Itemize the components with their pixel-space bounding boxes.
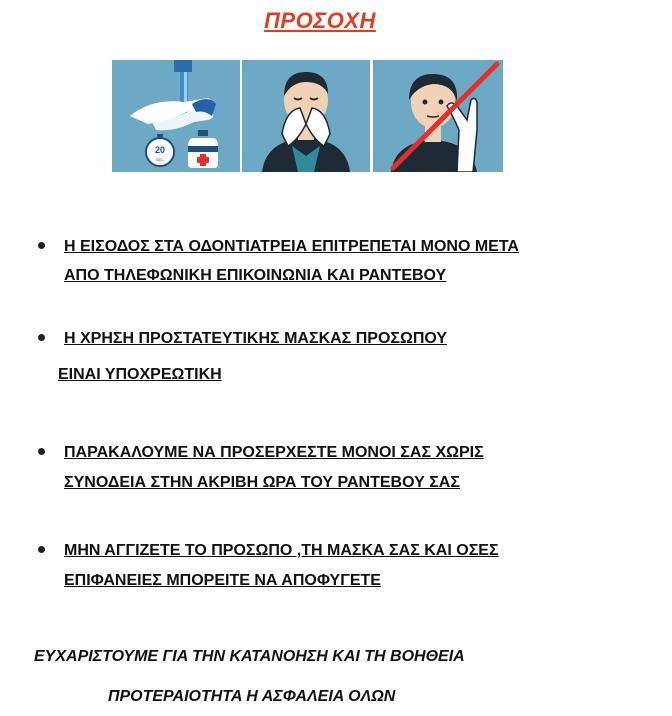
page-title: ΠΡΟΣΟΧΗ <box>264 8 376 33</box>
rule-4-line-1: ΜΗΝ ΑΓΓΙΖΕΤΕ ΤΟ ΠΡΟΣΩΠΟ ,ΤΗ ΜΑΣΚΑ ΣΑΣ ΚΑΙ ΟΣΕΣ <box>64 542 499 559</box>
bullet-dot <box>38 242 45 249</box>
bullet-dot <box>38 448 45 455</box>
timer-number: 20 <box>154 145 166 155</box>
rule-3-line-2: ΣΥΝΟΔΕΙΑ ΣΤΗΝ ΑΚΡΙΒΗ ΩΡΑ ΤΟΥ ΡΑΝΤΕΒΟΥ ΣΑΣ <box>64 474 460 491</box>
bullet-dot <box>38 546 45 553</box>
no-touch-face-icon <box>373 60 503 172</box>
hand-washing-icon <box>112 60 240 172</box>
illustration-strip <box>112 60 592 172</box>
rule-1-line-2: ΑΠΟ ΤΗΛΕΦΩΝΙΚΗ ΕΠΙΚΟΙΝΩΝΙΑ ΚΑΙ ΡΑΝΤΕΒΟΥ <box>64 267 447 284</box>
rule-3-line-1: ΠΑΡΑΚΑΛΟΥΜΕ ΝΑ ΠΡΟΣΕΡΧΕΣΤΕ ΜΟΝΟΙ ΣΑΣ ΧΩΡΙΣ <box>64 444 484 461</box>
cough-into-hands-icon <box>242 60 370 172</box>
no-touch-face-panel <box>373 60 503 172</box>
rule-2-line-2: ΕΙΝΑΙ ΥΠΟΧΡΕΩΤΙΚΗ <box>58 366 222 383</box>
hand-washing-panel <box>112 60 240 172</box>
rule-1-line-1: Η ΕΙΣΟΔΟΣ ΣΤΑ ΟΔΟΝΤΙΑΤΡΕΙΑ ΕΠΙΤΡΕΠΕΤΑΙ ΜΟΝΟ ΜΕΤΑ <box>64 238 519 255</box>
thanks-text: ΕΥΧΑΡΙΣΤΟΥΜΕ ΓΙΑ ΤΗΝ ΚΑΤΑΝΟΗΣΗ ΚΑΙ ΤΗ ΒΟΗΘΕΙΑ <box>34 648 465 665</box>
rule-4-line-2: ΕΠΙΦΑΝΕΙΕΣ ΜΠΟΡΕΙΤΕ ΝΑ ΑΠΟΦΥΓΕΤΕ <box>64 572 381 589</box>
priority-text: ΠΡΟΤΕΡΑΙΟΤΗΤΑ Η ΑΣΦΑΛΕΙΑ ΟΛΩΝ <box>108 688 396 705</box>
timer-unit: SEC <box>155 157 165 162</box>
rule-2-line-1: Η ΧΡΗΣΗ ΠΡΟΣΤΑΤΕΥΤΙΚΗΣ ΜΑΣΚΑΣ ΠΡΟΣΩΠΟΥ <box>64 330 448 347</box>
cough-panel <box>242 60 370 172</box>
bullet-dot <box>38 334 45 341</box>
blank-panel <box>522 60 592 172</box>
